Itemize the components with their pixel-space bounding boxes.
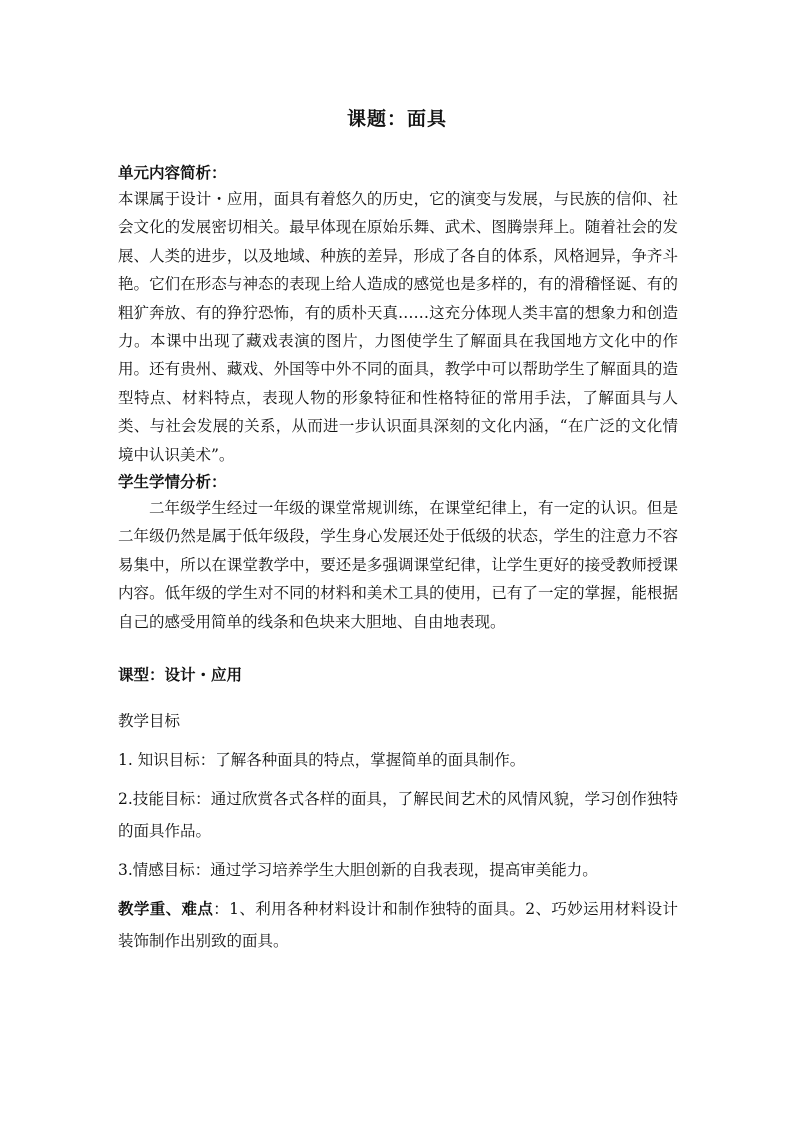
document-body	[118, 160, 678, 957]
unit-analysis-heading: 单元内容简析：	[118, 163, 227, 182]
key-points-text: ：1、利用各种材料设计和制作独特的面具。2、巧妙运用材料设计装饰制作出别致的面具。	[118, 900, 678, 951]
teaching-goals-title: 教学目标	[118, 712, 181, 731]
goal-item-knowledge: 1. 知识目标：了解各种面具的特点，掌握简单的面具制作。	[118, 751, 526, 770]
goal-item-emotion: 3.情感目标：通过学习培养学生大胆创新的自我表现，提高审美能力。	[118, 861, 598, 880]
lesson-type: 课型：设计・应用	[118, 665, 243, 685]
key-points-label: 教学重、难点	[118, 899, 214, 919]
student-analysis-heading: 学生学情分析：	[118, 472, 227, 492]
key-points	[118, 893, 678, 957]
document-title: 课题：面具	[346, 108, 447, 130]
student-analysis-text: 二年级学生经过一年级的课堂常规训练，在课堂纪律上，有一定的认识。但是二年级仍然是属于低年级段，学生身心发展还处于低级的状态，学生的注意力不容易集中，所以在课堂教学中，要还是多强调课堂纪律，让学生更好的接受教师授课内容。低年级的学生对不同的材料和美术工具的使用，已有了一定的掌握，能根据自己的感受用简单的线条和色块来大胆地、自由地表现。	[118, 499, 678, 631]
goal-item-skill: 2.技能目标：通过欣赏各式各样的面具，了解民间艺术的风情风貌，学习创作独特的面具作品。	[118, 790, 678, 841]
unit-analysis-text: 本课属于设计・应用，面具有着悠久的历史，它的演变与发展，与民族的信仰、社会文化的发展密切相关。最早体现在原始乐舞、武术、图腾崇拜上。随着社会的发展、人类的进步，以及地域、种族的差异，形成了各自的体系，风格迥异，争齐斗艳。它们在形态与神态的表现上给人造成的感觉也是多样的，有的滑稽怪诞、有的粗犷奔放、有的狰狞恐怖，有的质朴天真……这充分体现人类丰富的想象力和创造力。本课中出现了藏戏表演的图片，力图使学生了解面具在我国地方文化中的作用。还有贵州、藏戏、外国等中外不同的面具，教学中可以帮助学生了解面具的造型特点、材料特点，表现人物的形象特征和性格特征的常用手法，了解面具与人类、与社会发展的关系，从而进一步认识面具深刻的文化内涵，“在广泛的文化情境中认识美术”。	[118, 190, 678, 464]
